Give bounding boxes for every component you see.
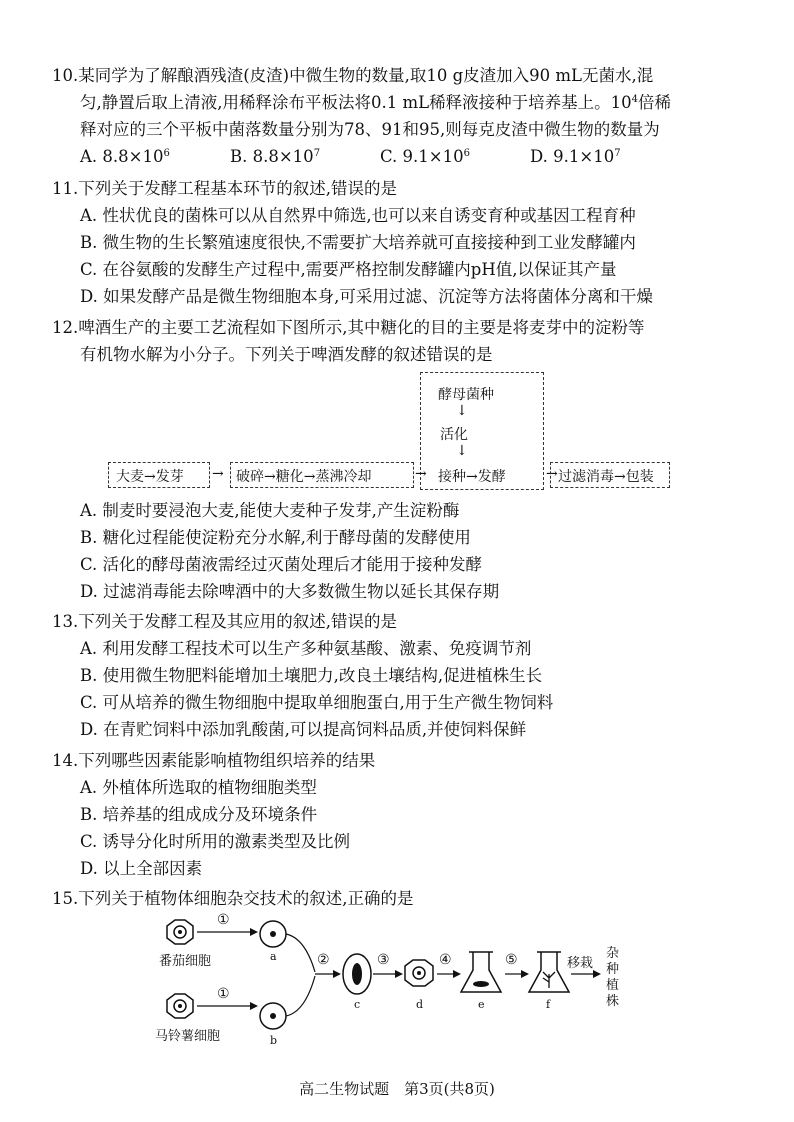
- question-stem: 下列哪些因素能影响植物组织培养的结果: [78, 751, 376, 770]
- question-12: [52, 314, 742, 368]
- question-stem: 下列关于发酵工程基本环节的叙述,错误的是: [78, 179, 397, 198]
- hybrid-plant-label-1: 杂: [606, 946, 620, 961]
- hybrid-plant-label-2: 种: [606, 962, 620, 977]
- option-c[interactable]: C. 活化的酵母菌液需经过灭菌处理后才能用于接种发酵: [80, 555, 483, 574]
- flow-activation: 活化: [440, 427, 468, 443]
- potato-cell-label: 马铃薯细胞: [155, 1029, 221, 1044]
- question-stem-line: 释对应的三个平板中菌落数量分别为78、91和95,则每克皮渣中微生物的数量为: [80, 120, 660, 139]
- arrowhead: [250, 1002, 258, 1010]
- option-b[interactable]: B. 培养基的组成成分及环境条件: [80, 805, 318, 824]
- flow-arrow: →: [212, 466, 224, 482]
- option-a[interactable]: A. $8.8\times 10^6$: [80, 147, 170, 166]
- step-5-label: ⑤: [505, 952, 518, 968]
- question-number: 11.: [52, 179, 79, 198]
- option-a[interactable]: A. 性状优良的菌株可以从自然界中筛选,也可以来自诱变育种或基因工程育种: [80, 206, 636, 225]
- question-number: 13.: [52, 612, 79, 631]
- flow-arrow: →: [415, 466, 427, 482]
- question-number: 14.: [52, 751, 79, 770]
- page-footer: 高二生物试题 第3页(共8页): [299, 1080, 495, 1098]
- label-d: d: [416, 998, 424, 1011]
- option-row: [52, 143, 742, 170]
- option-d[interactable]: D. 在青贮饲料中添加乳酸菌,可以提高饲料品质,并使饲料保鲜: [80, 720, 527, 739]
- label-e: e: [478, 998, 485, 1011]
- somatic-hybridization-diagram: [155, 912, 635, 1052]
- step-1-label: ①: [217, 912, 230, 928]
- hybrid-plant-label-4: 株: [606, 994, 620, 1009]
- fused-cell-c-icon: [343, 954, 371, 994]
- option-d[interactable]: D. $9.1\times 10^7$: [530, 147, 621, 166]
- option-b[interactable]: B. 使用微生物肥料能增加土壤肥力,改良土壤结构,促进植株生长: [80, 666, 543, 685]
- question-stem-line: 啤酒生产的主要工艺流程如下图所示,其中糖化的目的主要是将麦芽中的淀粉等: [78, 318, 645, 337]
- potato-cell-icon: [167, 994, 193, 1018]
- question-stem-line: 某同学为了解酿酒残渣(皮渣)中微生物的数量,取10 g皮渣加入90 mL无菌水,混: [78, 66, 654, 85]
- question-number: 15.: [52, 889, 79, 908]
- label-a: a: [270, 950, 277, 963]
- question-14: [52, 747, 742, 882]
- question-stem: 下列关于植物体细胞杂交技术的叙述,正确的是: [78, 889, 414, 908]
- option-d[interactable]: D. 以上全部因素: [80, 859, 203, 878]
- option-a[interactable]: A. 制麦时要浸泡大麦,能使大麦种子发芽,产生淀粉酶: [80, 501, 460, 520]
- merge-line: [286, 934, 315, 972]
- question-stem-line: 倍稀: [637, 93, 671, 112]
- question-number: 10.: [52, 66, 79, 85]
- tomato-cell-label: 番茄细胞: [159, 954, 212, 969]
- label-c: c: [354, 998, 361, 1011]
- label-b: b: [270, 1034, 278, 1047]
- flow-step-filter-package: 过滤消毒→包装: [558, 469, 654, 485]
- option-d[interactable]: D. 如果发酵产品是微生物细胞本身,可采用过滤、沉淀等方法将菌体分离和干燥: [80, 287, 653, 306]
- question-stem-line: 匀,静置后取上清液,用稀释涂布平板法将0.1 mL稀释液接种于培养基上。10: [80, 93, 632, 112]
- flask-f-icon: [529, 952, 569, 992]
- transplant-label: 移栽: [567, 956, 594, 971]
- option-a[interactable]: A. 利用发酵工程技术可以生产多种氨基酸、激素、免疫调节剂: [80, 639, 532, 658]
- question-15: [52, 885, 742, 912]
- question-stem: 下列关于发酵工程及其应用的叙述,错误的是: [78, 612, 397, 631]
- question-13: [52, 608, 742, 743]
- question-10: [52, 62, 742, 170]
- tomato-cell-icon: [167, 920, 193, 944]
- superscript: 4: [631, 94, 638, 105]
- step-3-label: ③: [377, 952, 390, 968]
- down-arrow: ↓: [456, 403, 468, 419]
- option-d[interactable]: D. 过滤消毒能去除啤酒中的大多数微生物以延长其保存期: [80, 582, 500, 601]
- question-12-options: [52, 497, 742, 605]
- merge-line: [286, 976, 315, 1016]
- flask-e-icon: [461, 952, 501, 992]
- option-c[interactable]: C. 诱导分化时所用的激素类型及比例: [80, 832, 351, 851]
- label-f: f: [546, 998, 551, 1011]
- flow-yeast-strain: 酵母菌种: [438, 387, 494, 403]
- option-b[interactable]: B. 微生物的生长繁殖速度很快,不需要扩大培养就可直接接种到工业发酵罐内: [80, 233, 636, 252]
- flow-step-mashing: 破碎→糖化→蒸沸冷却: [236, 469, 372, 485]
- option-a[interactable]: A. 外植体所选取的植物细胞类型: [80, 778, 317, 797]
- option-b[interactable]: B. 糖化过程能使淀粉充分水解,利于酵母菌的发酵使用: [80, 528, 471, 547]
- option-c[interactable]: C. $9.1\times 10^6$: [380, 147, 470, 166]
- flow-arrow: →: [546, 466, 558, 482]
- option-c[interactable]: C. 可从培养的微生物细胞中提取单细胞蛋白,用于生产微生物饲料: [80, 693, 554, 712]
- question-11: [52, 175, 742, 310]
- hybrid-plant-label-3: 植: [606, 978, 620, 993]
- beer-process-flow-diagram: [108, 372, 678, 492]
- flow-step-barley-germination: 大麦→发芽: [116, 469, 184, 485]
- question-stem-line: 有机物水解为小分子。下列关于啤酒发酵的叙述错误的是: [80, 345, 493, 364]
- step-2-label: ②: [317, 952, 330, 968]
- question-number: 12.: [52, 318, 79, 337]
- option-c[interactable]: C. 在谷氨酸的发酵生产过程中,需要严格控制发酵罐内pH值,以保证其产量: [80, 260, 617, 279]
- step-1-label: ①: [217, 986, 230, 1002]
- option-b[interactable]: B. $8.8\times 10^7$: [230, 147, 321, 166]
- flow-step-fermentation: 接种→发酵: [438, 469, 506, 485]
- arrowhead: [250, 928, 258, 936]
- down-arrow: ↓: [456, 443, 468, 459]
- step-4-label: ④: [439, 952, 452, 968]
- hybrid-cell-d-icon: [405, 960, 433, 986]
- hybridization-drawing: [155, 912, 635, 1052]
